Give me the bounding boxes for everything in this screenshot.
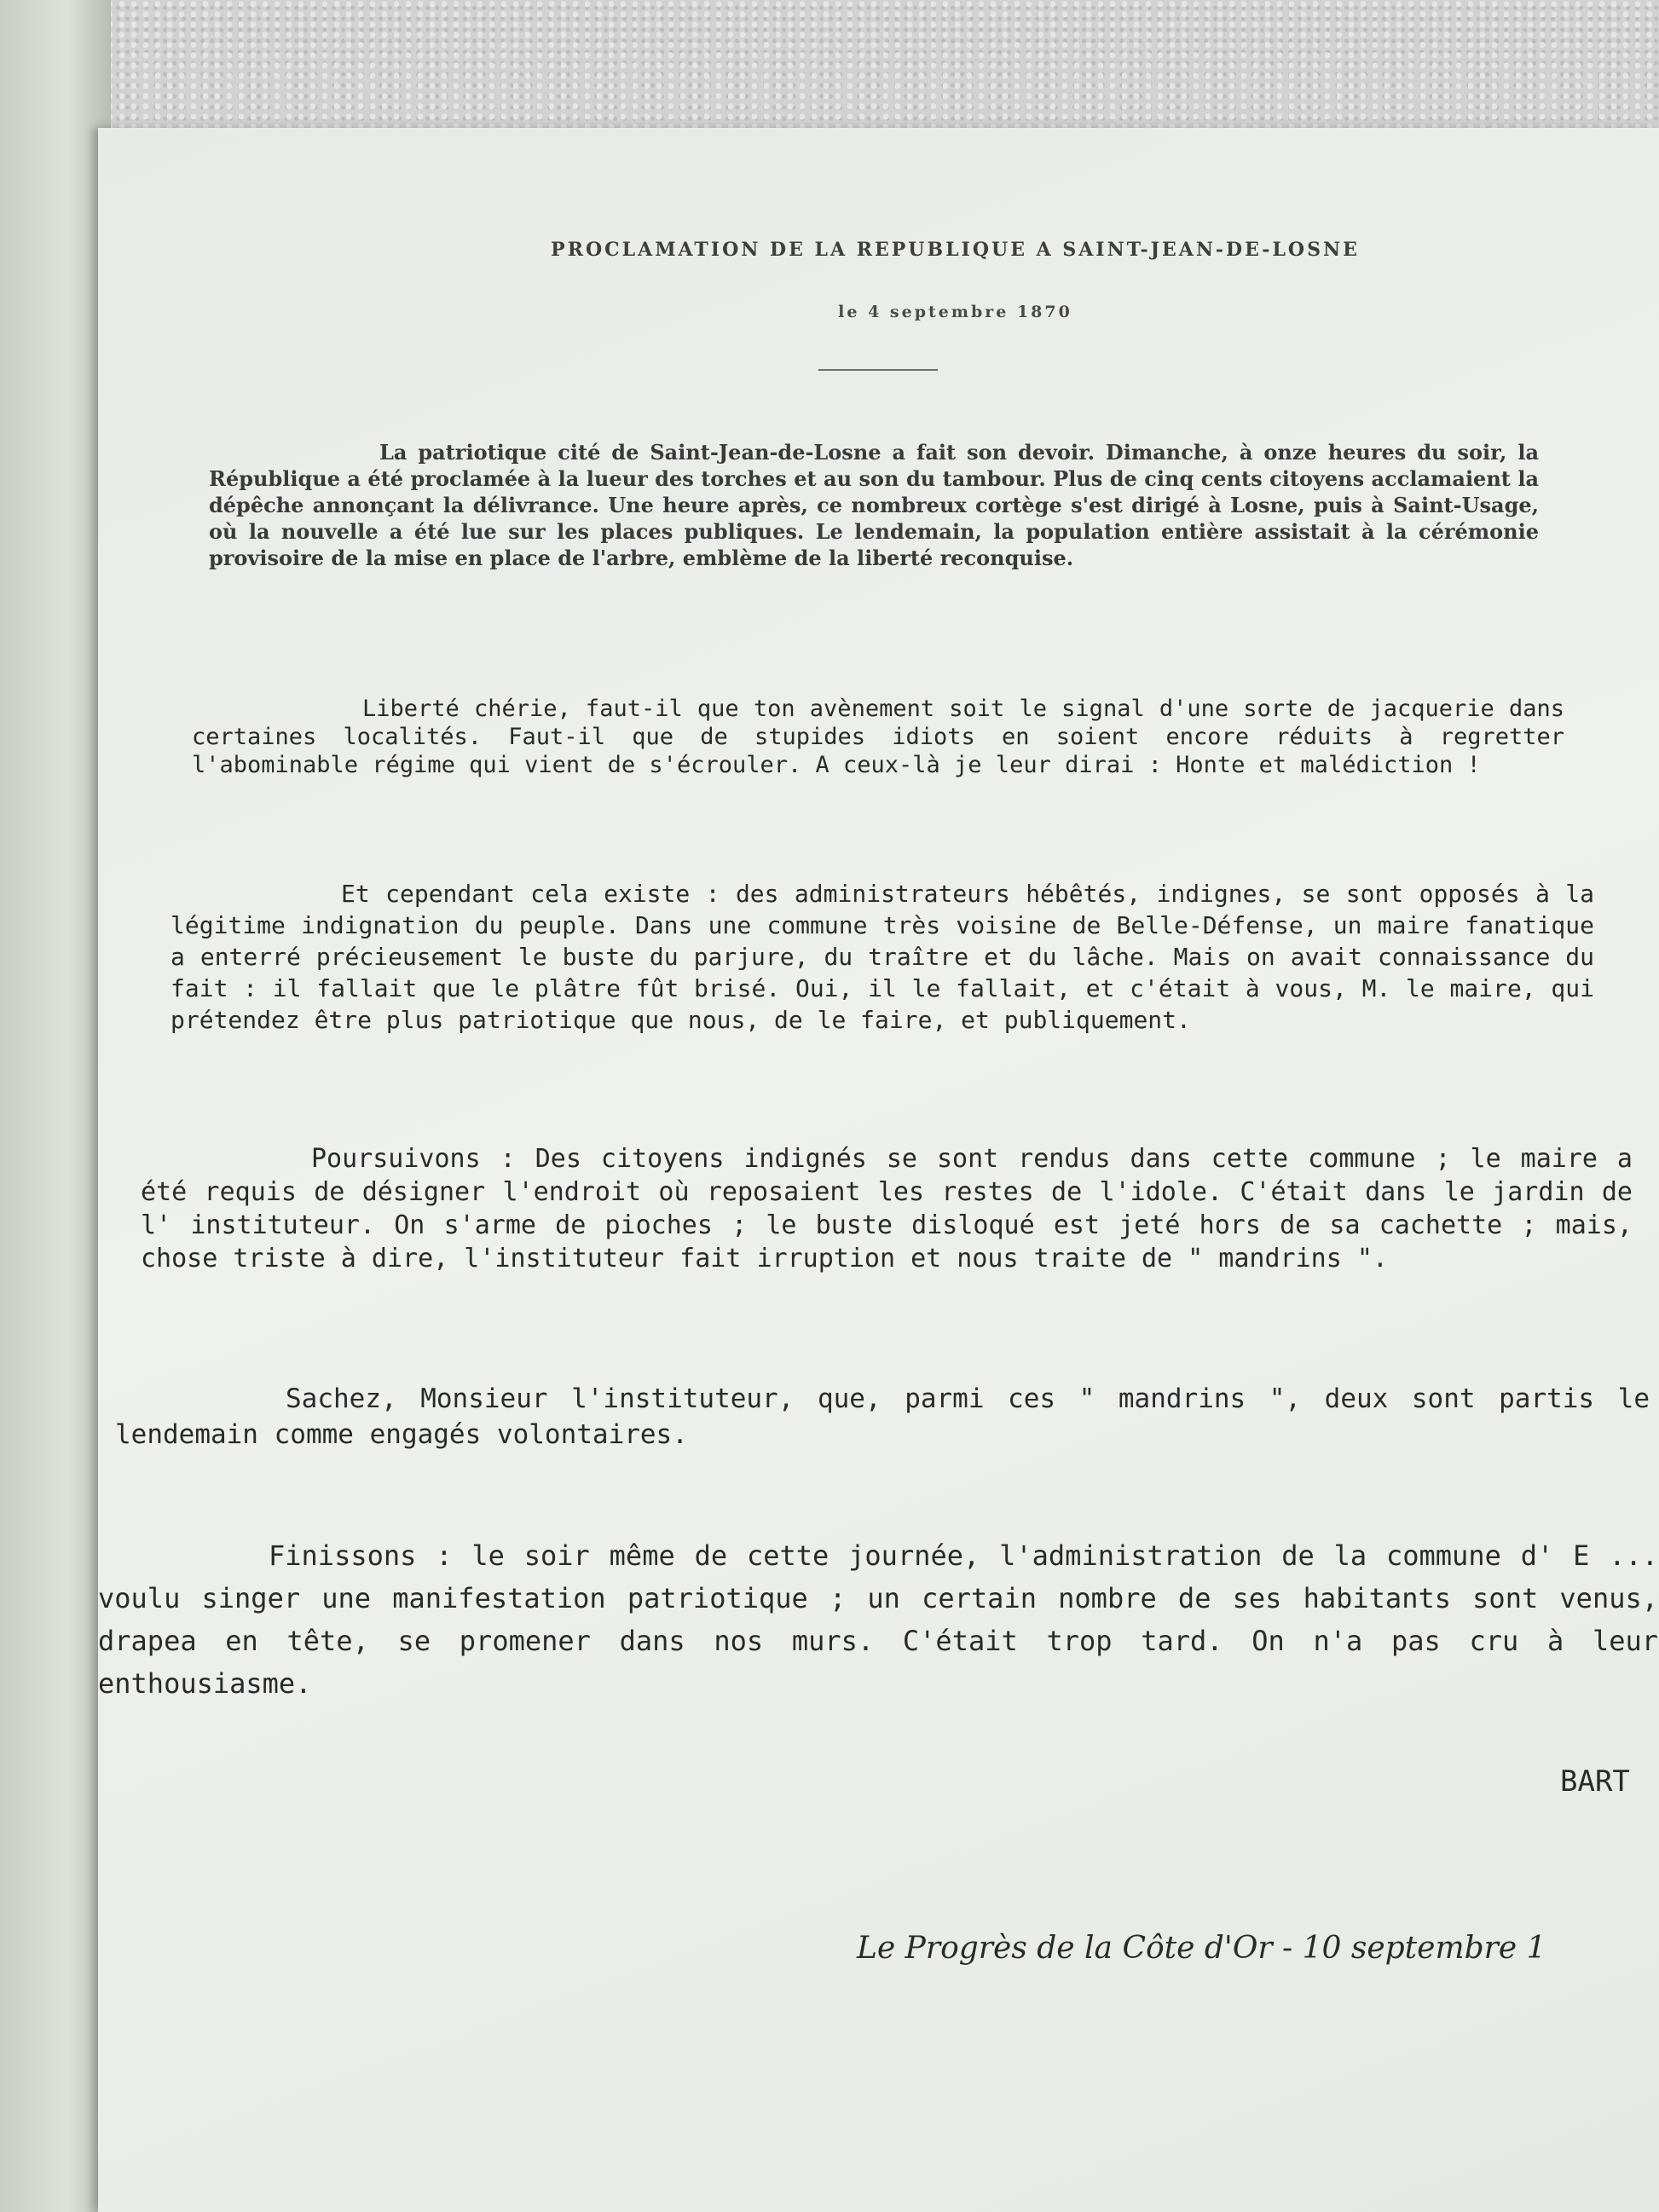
paragraph-4: Poursuivons : Des citoyens indignés se sont rendus dans cette commune ; le maire a été requis de désigner l'endroit où reposaient les restes de l'idole. C'était dans le jardin de l' instituteur. On s'arme de pioches ; le buste disloqué est jeté hors de sa cachette ; mais, chose triste à dire, l'instituteur fait irruption et nous traite de " mandrins ".: [141, 1144, 1633, 1273]
paragraph-1: La patriotique cité de Saint-Jean-de-Losne a fait son devoir. Dimanche, à onze heures du soir, la République a été proclamée à la lueur des torches et au son du tambour. Plus de cinq cents citoyens acclamaient la dépêche annonçant la délivrance. Une heure après, ce nombreux cortège s'est dirigé à Losne, puis à Saint-Usage, où la nouvelle a été lue sur les places publiques. Le lendemain, la population entière assistait à la cérémonie provisoire de la mise en place de l'arbre, emblème de la liberté reconquise.: [209, 440, 1539, 570]
source-citation: Le Progrès de la Côte d'Or - 10 septembre 1: [857, 1931, 1546, 1966]
paragraph-3: Et cependant cela existe : des administrateurs hébêtés, indignes, se sont opposés à la légitime indignation du peuple. Dans une commune très voisine de Belle-Défense, un maire fanatique a enterré précieusement le buste du parjure, du traître et du lâche. Mais on avait connaissance du fait : il fallait que le plâtre fût brisé. Oui, il le fallait, et c'était à vous, M. le maire, qui prétendez être plus patriotique que nous, de le faire, et publiquement.: [171, 880, 1594, 1034]
paragraph-2: Liberté chérie, faut-il que ton avènement soit le signal d'une sorte de jacquerie dans certaines localités. Faut-il que de stupides idiots en soient encore réduits à regretter l'abominable régime qui vient de s'écrouler. A ceux-là je leur dirai : Honte et malédiction !: [192, 696, 1564, 778]
title-divider: [818, 369, 938, 371]
book-binding: [0, 0, 111, 2212]
document-page: [98, 128, 1659, 2212]
page-date: le 4 septembre 1870: [838, 303, 1072, 321]
signature: BART: [1560, 1764, 1630, 1799]
page-title: PROCLAMATION DE LA REPUBLIQUE A SAINT-JEAN-DE-LOSNE: [551, 239, 1360, 261]
paragraph-5: Sachez, Monsieur l'instituteur, que, parmi ces " mandrins ", deux sont partis le lendemain comme engagés volontaires.: [115, 1383, 1650, 1450]
paragraph-6: Finissons : le soir même de cette journée, l'administration de la commune d' E ... voulu singer une manifestation patriotique ; un certain nombre de ses habitants sont venus, drapea en tête, se promener dans nos murs. C'était trop tard. On n'a pas cru à leur enthousiasme.: [98, 1539, 1658, 1700]
